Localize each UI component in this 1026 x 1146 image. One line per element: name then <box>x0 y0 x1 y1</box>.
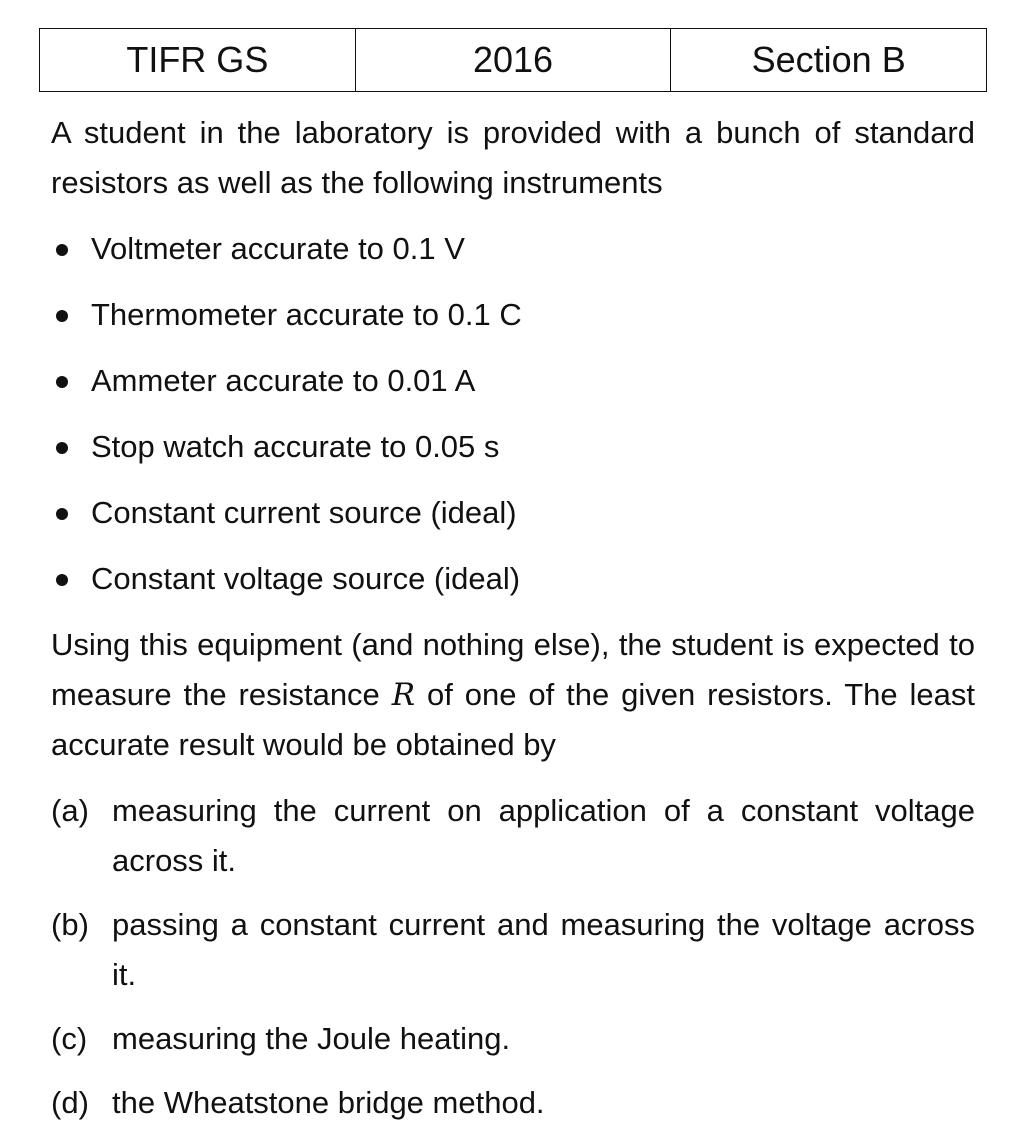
option-text: measuring the current on application of a constant voltage across it. <box>112 793 975 878</box>
option-letter: (d) <box>51 1085 89 1120</box>
question-body-part2: of one of the given resistors. The least accurate result would be obtained by <box>51 677 975 762</box>
bullet-icon <box>56 310 68 322</box>
exam-name-cell: TIFR GS <box>40 29 356 92</box>
header-row <box>40 29 987 92</box>
instrument-item <box>51 422 975 472</box>
header-table <box>39 28 987 92</box>
option-text: passing a constant current and measuring the voltage across it. <box>112 907 975 992</box>
exam-year-cell: 2016 <box>355 29 671 92</box>
option-text: measuring the Joule heating. <box>112 1021 511 1056</box>
instrument-item <box>51 554 975 604</box>
instrument-label: Ammeter accurate to 0.01 A <box>91 363 476 398</box>
option-d[interactable] <box>51 1078 975 1128</box>
option-letter: (b) <box>51 907 89 942</box>
bullet-icon <box>56 574 68 586</box>
answer-options <box>51 786 975 1128</box>
instrument-label: Thermometer accurate to 0.1 C <box>91 297 522 332</box>
instrument-item <box>51 488 975 538</box>
instrument-item <box>51 356 975 406</box>
bullet-icon <box>56 508 68 520</box>
bullet-icon <box>56 376 68 388</box>
instrument-item <box>51 290 975 340</box>
option-text: the Wheatstone bridge method. <box>112 1085 545 1120</box>
option-letter: (c) <box>51 1021 88 1056</box>
option-b[interactable] <box>51 900 975 1000</box>
option-a[interactable] <box>51 786 975 886</box>
instrument-label: Constant voltage source (ideal) <box>91 561 521 596</box>
instrument-label: Constant current source (ideal) <box>91 495 517 530</box>
section-cell: Section B <box>671 29 987 92</box>
question-content <box>51 108 975 1142</box>
question-body <box>51 620 975 770</box>
option-c[interactable] <box>51 1014 975 1064</box>
instrument-label: Stop watch accurate to 0.05 s <box>91 429 500 464</box>
bullet-icon <box>56 244 68 256</box>
instrument-label: Voltmeter accurate to 0.1 V <box>91 231 465 266</box>
bullet-icon <box>56 442 68 454</box>
option-letter: (a) <box>51 793 89 828</box>
question-body-part1: Using this equipment (and nothing else), the student is expected to measure the resistance <box>51 627 975 712</box>
question-intro: A student in the laboratory is provided with a bunch of standard resistors as well as the following instruments <box>51 115 975 200</box>
resistance-symbol: R <box>391 677 416 713</box>
instrument-list <box>51 224 975 604</box>
instrument-item <box>51 224 975 274</box>
